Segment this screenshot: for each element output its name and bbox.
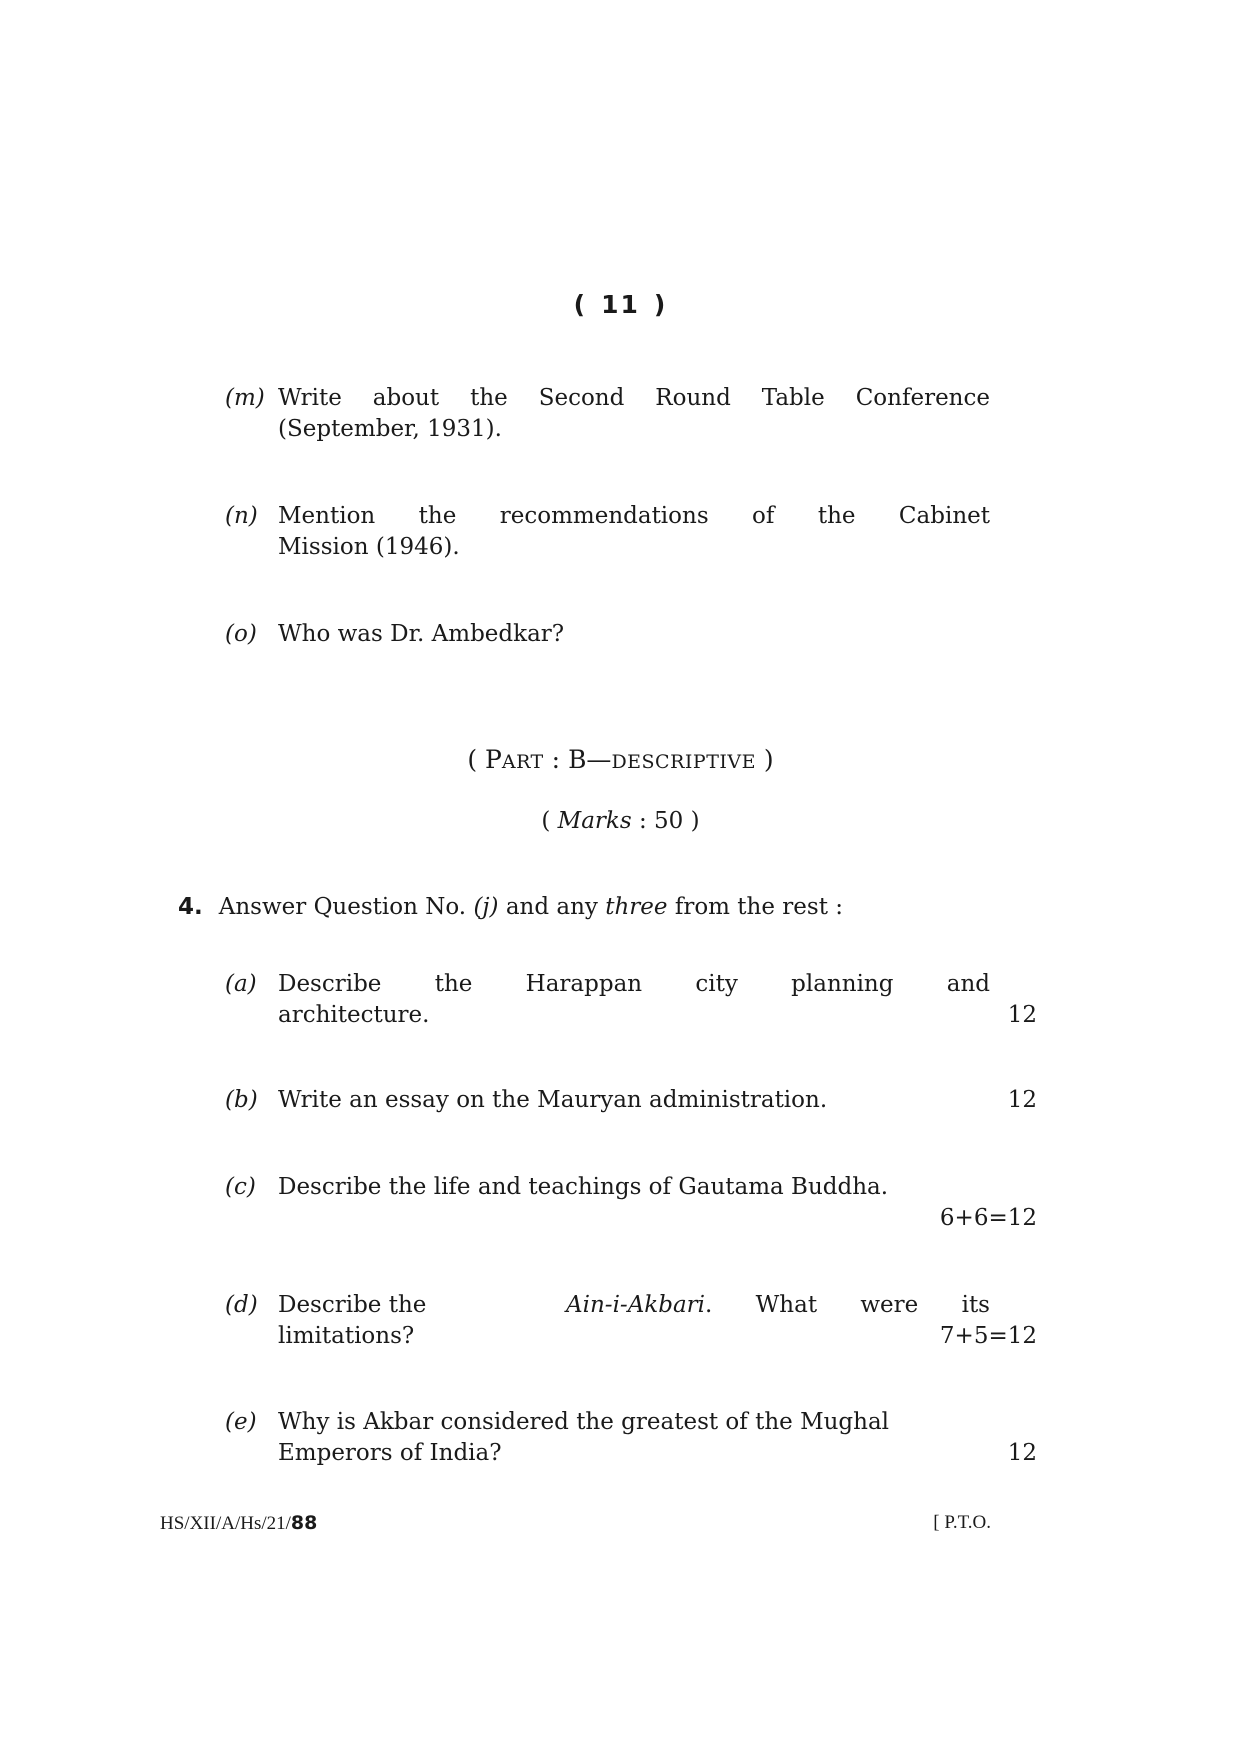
- question-text: Mission (1946).: [278, 534, 460, 560]
- question-4-text: Answer Question No.: [218, 894, 467, 920]
- footer-code: [160, 1512, 317, 1535]
- question-label: (m): [225, 385, 265, 411]
- question-text: Describe the: [278, 1292, 427, 1318]
- part-letter: B—: [568, 745, 612, 774]
- question-marks: 7+5=12: [939, 1323, 1037, 1349]
- question-text: Write an essay on the Mauryan administration.: [278, 1087, 828, 1113]
- question-label: (b): [225, 1087, 258, 1113]
- question-label: (n): [225, 503, 258, 529]
- part-colon: :: [551, 745, 561, 774]
- question-marks: 6+6=12: [939, 1205, 1037, 1231]
- question-marks: 12: [1007, 1087, 1037, 1113]
- question-m: [225, 383, 990, 445]
- question-text: Who was Dr. Ambedkar?: [278, 621, 565, 647]
- question-text-italic: Ain-i-Akbari: [566, 1292, 706, 1318]
- part-word-rest: ART: [501, 751, 544, 773]
- question-4-italic-j: (j): [473, 894, 499, 920]
- footer-code-bold: 88: [290, 1512, 318, 1534]
- part-word-initial: P: [485, 745, 502, 774]
- footer-code-text: HS/XII/A/Hs/21/: [160, 1513, 291, 1534]
- question-number: 4.: [178, 894, 203, 920]
- question-4-italic-three: three: [605, 894, 668, 920]
- question-o: [225, 619, 990, 650]
- sub-question-d: [225, 1290, 1037, 1352]
- marks-value: 50: [654, 808, 684, 834]
- sub-question-a: [225, 969, 1037, 1031]
- question-text: limitations?: [278, 1323, 415, 1349]
- question-marks: 12: [1007, 1002, 1037, 1028]
- question-label: (d): [225, 1292, 258, 1318]
- sub-question-c: [225, 1172, 1037, 1234]
- question-label: (c): [225, 1174, 256, 1200]
- page-number: ( 11 ): [573, 290, 668, 319]
- part-heading: ( PART : B—DESCRIPTIVE ): [467, 745, 774, 774]
- footer-pto: [ P.T.O.: [933, 1512, 991, 1533]
- question-text: (September, 1931).: [278, 416, 502, 442]
- question-text: Why is Akbar considered the greatest of the Mughal: [278, 1409, 890, 1435]
- question-n: [225, 501, 990, 563]
- sub-question-e: [225, 1407, 1037, 1469]
- question-label: (o): [225, 621, 257, 647]
- sub-question-b: [225, 1085, 1037, 1116]
- page-number-value: 11: [601, 290, 640, 319]
- question-4-text-after: from the rest :: [674, 894, 843, 920]
- marks-line: ( Marks : 50 ): [541, 808, 700, 834]
- question-text: . What were its: [705, 1292, 990, 1318]
- question-label: (a): [225, 971, 257, 997]
- part-descriptive: DESCRIPTIVE: [611, 751, 756, 773]
- question-text: Describe the Harappan city planning and: [278, 971, 990, 997]
- question-label: (e): [225, 1409, 257, 1435]
- question-4-text-mid: and any: [505, 894, 598, 920]
- question-text: Write about the Second Round Table Conference: [278, 385, 990, 411]
- question-text: architecture.: [278, 1002, 430, 1028]
- question-text: Mention the recommendations of the Cabinet: [278, 503, 990, 529]
- question-text: Emperors of India?: [278, 1440, 502, 1466]
- question-4: [178, 894, 843, 920]
- question-text: Describe the life and teachings of Gautama Buddha.: [278, 1174, 889, 1200]
- question-marks: 12: [1007, 1440, 1037, 1466]
- marks-word: Marks: [557, 808, 632, 834]
